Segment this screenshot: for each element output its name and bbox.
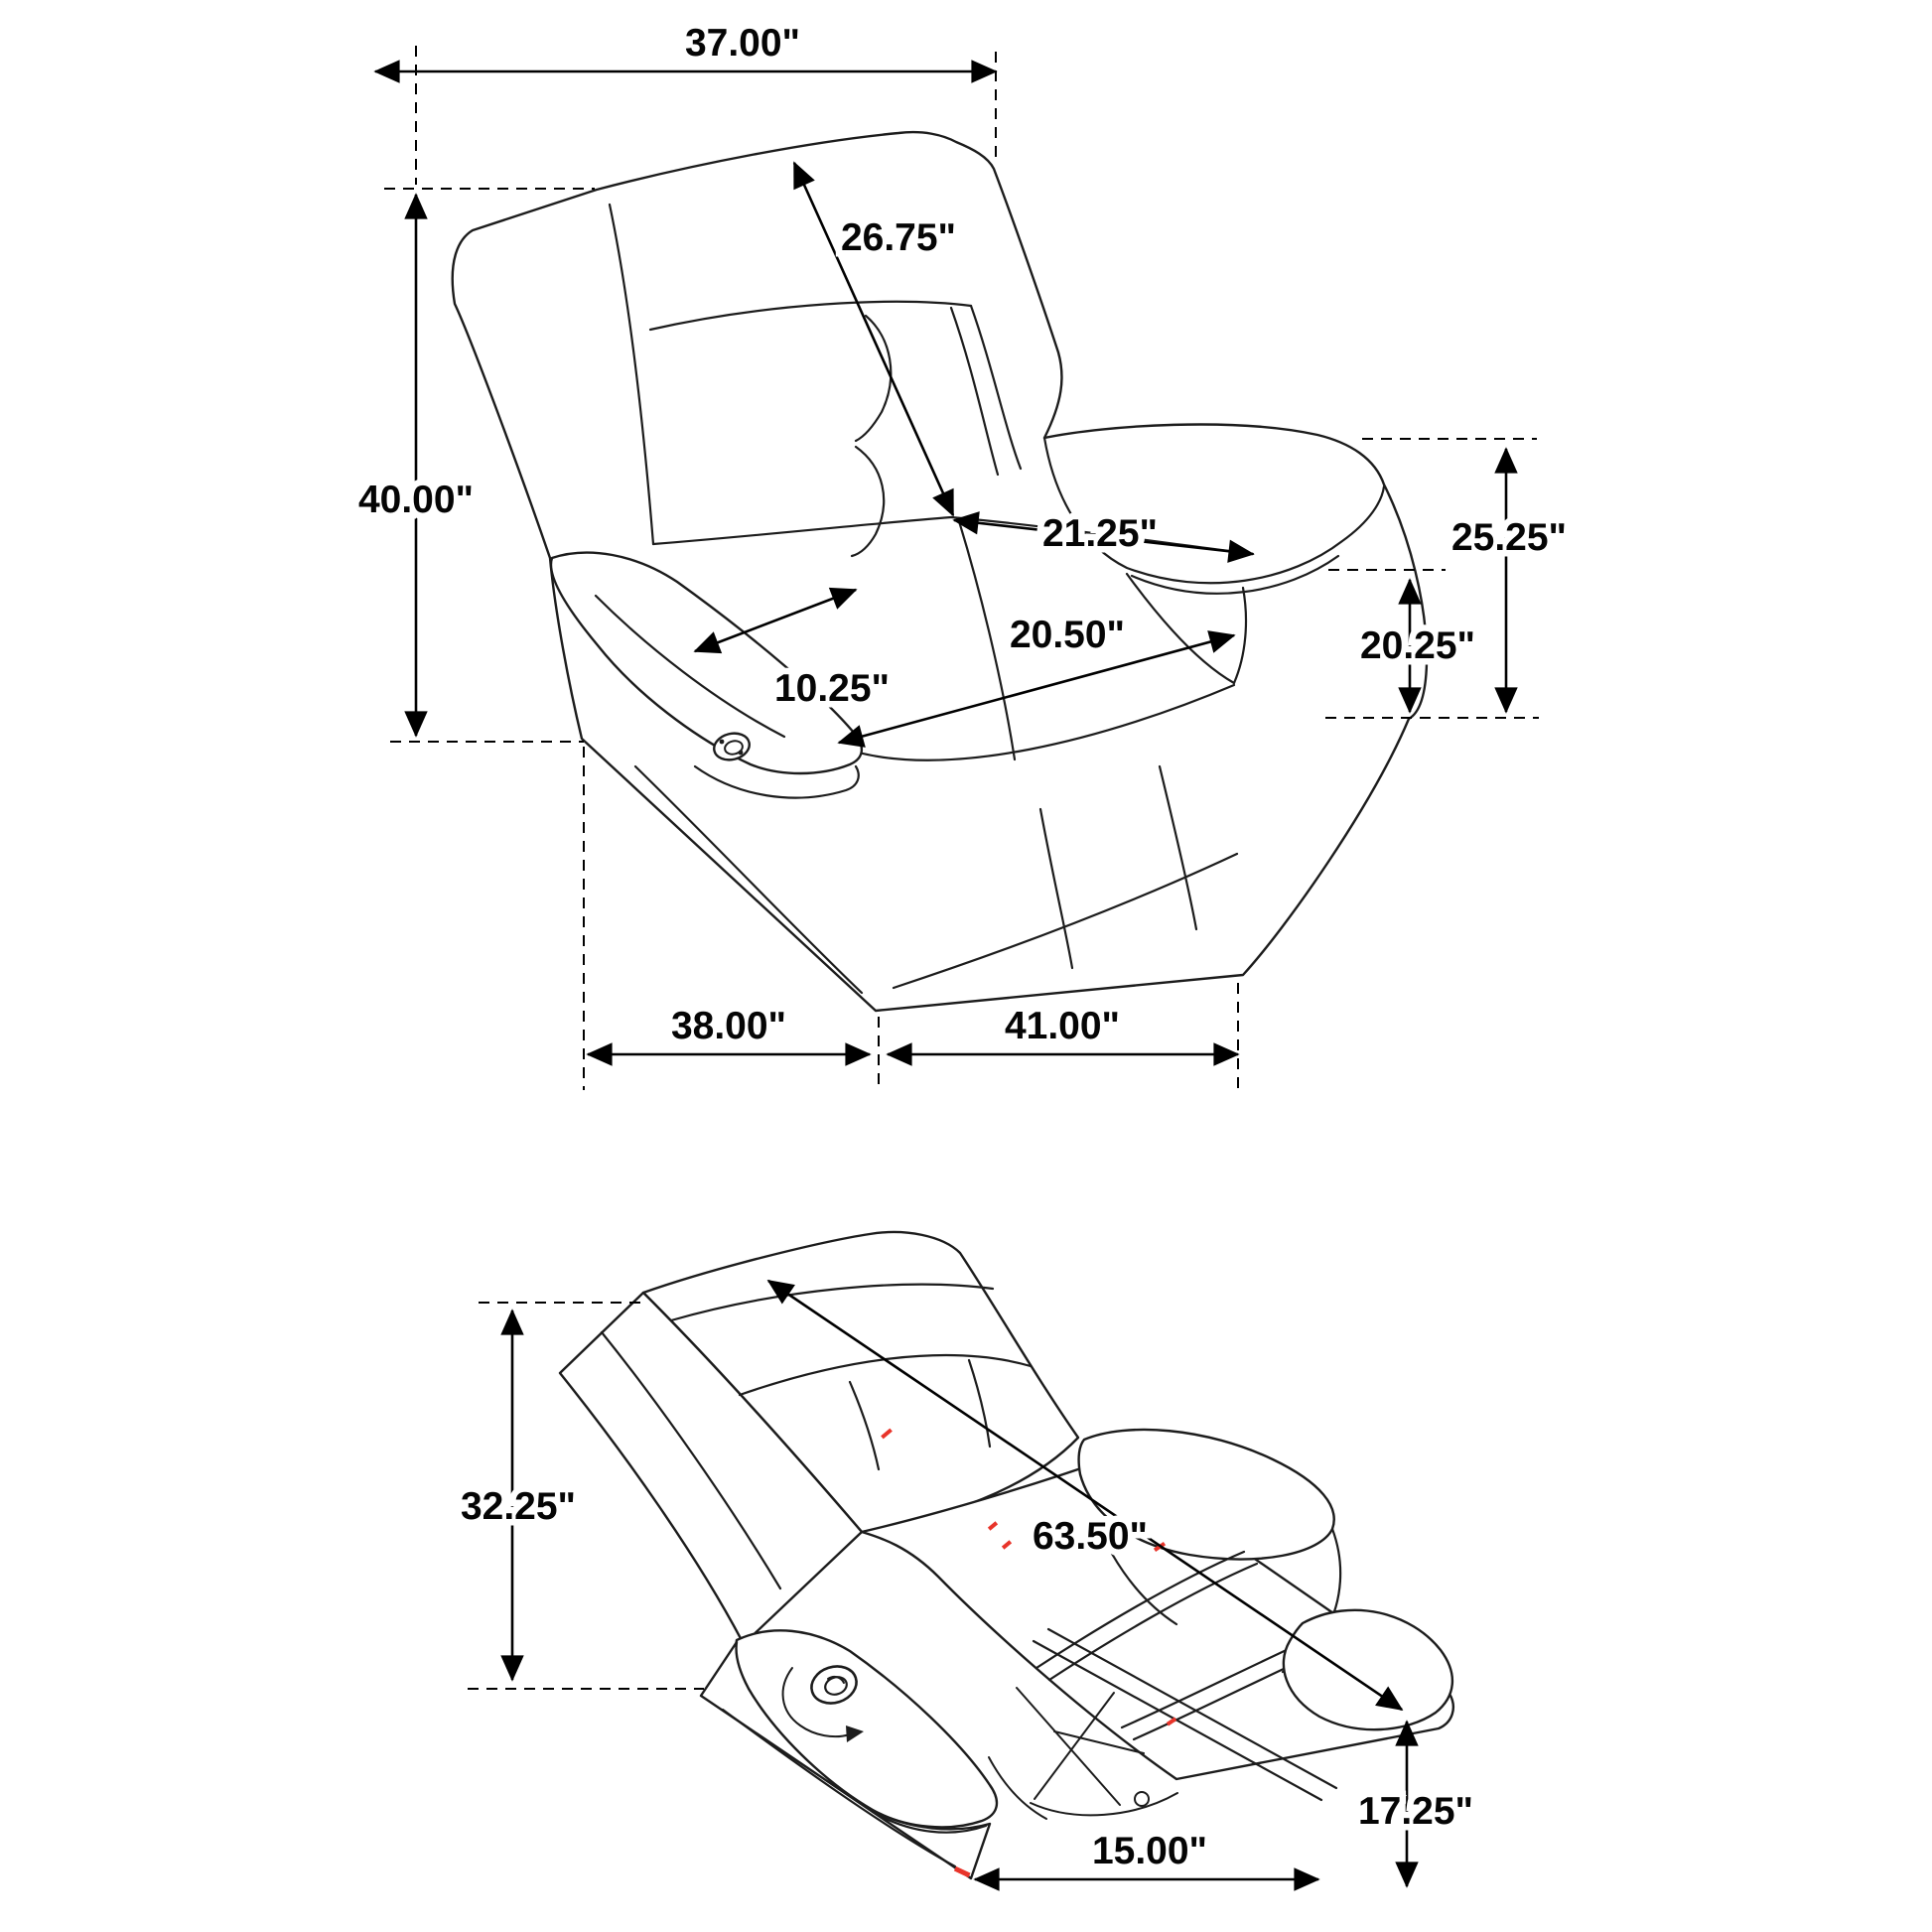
- dim-base-depth-label: 38.00": [670, 1005, 787, 1047]
- dim-footrest-clearance-label: 15.00": [1091, 1830, 1208, 1872]
- dim-seat-depth-label: 20.50": [1009, 614, 1126, 656]
- dim-arm-width-label: 10.25": [773, 667, 891, 710]
- upright-recliner-drawing: [453, 132, 1427, 1011]
- dim-top-width-label: 37.00": [684, 22, 801, 65]
- dim-seat-width-label: 21.25": [1041, 512, 1159, 555]
- dim-seat-back-height-label: 20.25": [1359, 624, 1476, 667]
- dim-reclined-length-label: 63.50": [1032, 1515, 1149, 1558]
- dim-overall-height-label: 40.00": [357, 479, 475, 521]
- dim-base-width-label: 41.00": [1004, 1005, 1121, 1047]
- dim-back-diagonal-label: 26.75": [840, 216, 957, 259]
- dim-arm-height-label: 25.25": [1450, 516, 1568, 559]
- dim-reclined-height-label: 32.25": [460, 1485, 577, 1528]
- dim-footrest-height-label: 17.25": [1357, 1790, 1474, 1833]
- reclined-recliner-drawing: [560, 1232, 1453, 1878]
